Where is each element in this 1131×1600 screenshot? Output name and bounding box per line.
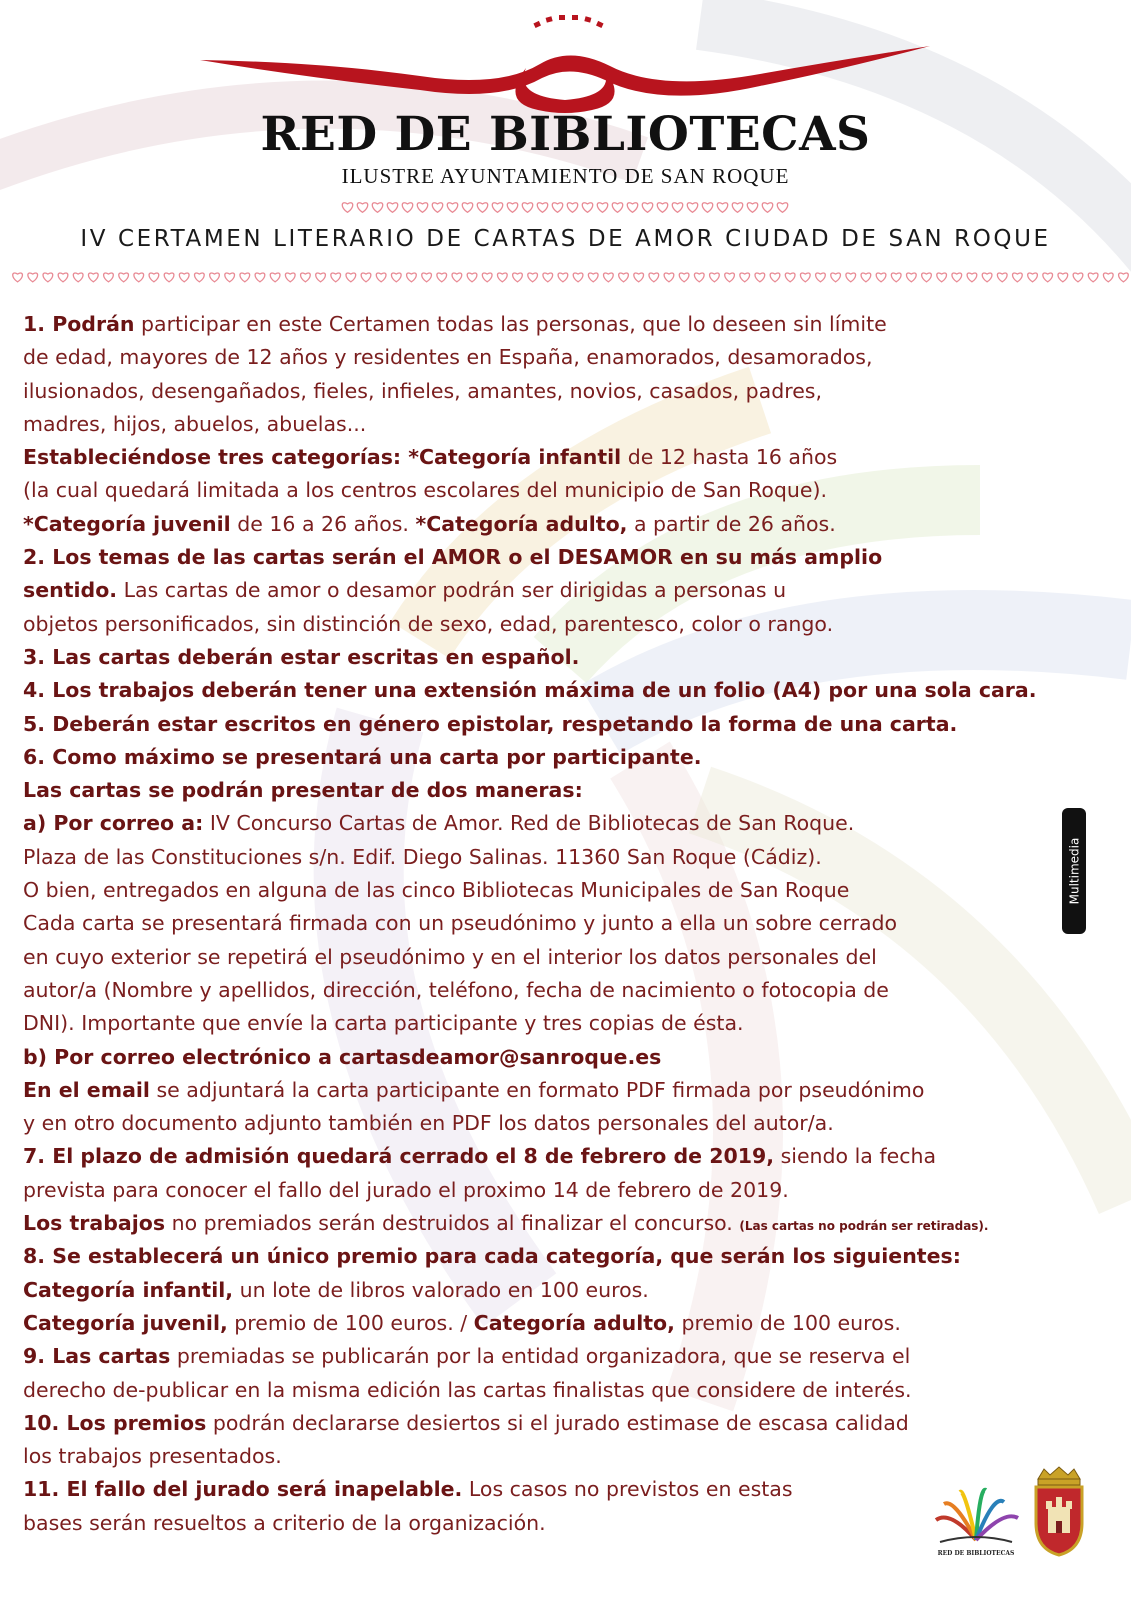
hearts-ornament-top — [340, 195, 790, 217]
text-line — [23, 641, 1123, 674]
heart-icon — [552, 203, 563, 213]
heart-icon — [331, 273, 341, 282]
text-line — [23, 841, 1123, 874]
text-run: DNI). Importante que envíe la carta participante y tres copias de ésta. — [23, 1011, 744, 1036]
heart-icon — [316, 273, 326, 282]
text-run: (la cual quedará limitada a los centros escolares del municipio de San Roque). — [23, 478, 827, 503]
heart-icon — [513, 273, 523, 282]
bold-text: 7. El plazo de admisión quedará cerrado el 8 de febrero de 2019, — [23, 1144, 775, 1169]
text-line — [23, 474, 1123, 507]
heart-icon — [240, 273, 250, 282]
bold-text: Categoría juvenil, — [23, 1310, 228, 1335]
heart-icon — [725, 273, 735, 282]
text-run: objetos personificados, sin distinción de sexo, edad, parentesco, color o rango. — [23, 611, 834, 636]
heart-icon — [800, 273, 810, 282]
bold-text: 4. Los trabajos deberán tener una extensión máxima de un folio (A4) por una sola cara. — [23, 678, 1037, 703]
text-run: premiadas se publicarán por la entidad organizadora, que se reserva el — [170, 1344, 911, 1369]
text-line — [23, 1374, 1123, 1407]
heart-icon — [402, 203, 413, 213]
heart-icon — [467, 273, 477, 282]
bold-text: *Categoría adulto, — [415, 511, 628, 536]
text-line — [23, 375, 1123, 408]
heart-icon — [346, 273, 356, 282]
text-run: premio de 100 euros. — [674, 1310, 901, 1335]
text-line — [23, 1307, 1123, 1340]
heart-icon — [255, 273, 265, 282]
heart-icon — [432, 203, 443, 213]
multimedia-badge-label: Multimedia — [1067, 837, 1081, 905]
heart-icon — [58, 273, 68, 282]
text-run: ilusionados, desengañados, fieles, infieles, amantes, novios, casados, padres, — [23, 378, 822, 403]
text-line — [23, 408, 1123, 441]
text-run: Las cartas de amor o desamor podrán ser dirigidas a personas u — [117, 578, 787, 603]
heart-icon — [982, 273, 992, 282]
heart-icon — [417, 203, 428, 213]
heart-icon — [876, 273, 886, 282]
bold-text: 9. Las cartas — [23, 1344, 171, 1369]
small-note: (Las cartas no podrán ser retiradas). — [739, 1219, 989, 1234]
heart-icon — [179, 273, 189, 282]
text-line — [23, 441, 1123, 474]
text-line — [23, 1007, 1123, 1040]
heart-icon — [285, 273, 295, 282]
rules-text — [23, 308, 1123, 1540]
text-line — [23, 1074, 1123, 1107]
heart-icon — [627, 203, 638, 213]
heart-icon — [1103, 273, 1113, 282]
text-run: no premiados serán destruidos al finalizar el concurso. — [165, 1211, 740, 1236]
text-line — [23, 907, 1123, 940]
text-run: Plaza de las Constituciones s/n. Edif. Diego Salinas. 11360 San Roque (Cádiz). — [23, 844, 822, 869]
heart-icon — [1043, 273, 1053, 282]
text-line — [23, 1240, 1123, 1273]
heart-icon — [497, 273, 507, 282]
heart-icon — [922, 273, 932, 282]
heart-icon — [619, 273, 629, 282]
text-run: de edad, mayores de 12 años y residentes en España, enamorados, desamorados, — [23, 345, 873, 370]
heart-icon — [657, 203, 668, 213]
heart-icon — [522, 203, 533, 213]
bold-text: 11. El fallo del jurado será inapelable. — [23, 1477, 463, 1502]
page-title: IV CERTAMEN LITERARIO DE CARTAS DE AMOR CIUDAD DE SAN ROQUE — [80, 226, 1051, 252]
heart-icon — [755, 273, 765, 282]
heart-icon — [603, 273, 613, 282]
heart-icon — [73, 273, 83, 282]
heart-icon — [28, 273, 38, 282]
heart-icon — [1073, 273, 1083, 282]
text-line — [23, 674, 1123, 707]
text-line — [23, 1174, 1123, 1207]
heart-icon — [372, 203, 383, 213]
heart-icon — [422, 273, 432, 282]
heart-icon — [717, 203, 728, 213]
bold-text: a) Por correo a: — [23, 811, 204, 836]
text-line — [23, 1340, 1123, 1373]
hearts-ornament-row — [10, 266, 1131, 286]
text-line — [23, 1274, 1123, 1307]
heart-icon — [528, 273, 538, 282]
text-line — [23, 1107, 1123, 1140]
text-line — [23, 741, 1123, 774]
heart-icon — [104, 273, 114, 282]
heart-icon — [861, 273, 871, 282]
heart-icon — [376, 273, 386, 282]
text-run: prevista para conocer el fallo del jurado el proximo 14 de febrero de 2019. — [23, 1177, 789, 1202]
heart-icon — [149, 273, 159, 282]
heart-icon — [740, 273, 750, 282]
heart-icon — [543, 273, 553, 282]
heart-icon — [342, 203, 353, 213]
text-run: se adjuntará la carta participante en formato PDF firmada por pseudónimo — [149, 1077, 925, 1102]
heart-icon — [462, 203, 473, 213]
heart-icon — [642, 203, 653, 213]
heart-icon — [1013, 273, 1023, 282]
bold-text: sentido. — [23, 578, 118, 603]
heart-icon — [134, 273, 144, 282]
heart-icon — [391, 273, 401, 282]
heart-icon — [357, 203, 368, 213]
heart-icon — [710, 273, 720, 282]
heart-icon — [762, 203, 773, 213]
text-run: bases serán resueltos a criterio de la organización. — [23, 1510, 546, 1535]
text-line — [23, 308, 1123, 341]
bold-text: 1. Podrán — [23, 312, 135, 336]
heart-icon — [407, 273, 417, 282]
heart-icon — [88, 273, 98, 282]
bold-text: Categoría adulto, — [473, 1310, 675, 1335]
text-line — [23, 874, 1123, 907]
heart-icon — [612, 203, 623, 213]
heart-icon — [194, 273, 204, 282]
text-line — [23, 508, 1123, 541]
heart-icon — [952, 273, 962, 282]
heart-icon — [573, 273, 583, 282]
text-line — [23, 541, 1123, 574]
text-run: un lote de libros valorado en 100 euros. — [233, 1277, 649, 1302]
text-line — [23, 1207, 1123, 1240]
text-line — [23, 1407, 1123, 1440]
heart-icon — [770, 273, 780, 282]
heart-icon — [634, 273, 644, 282]
heart-icon — [13, 273, 23, 282]
heart-icon — [679, 273, 689, 282]
heart-icon — [210, 273, 220, 282]
heart-icon — [672, 203, 683, 213]
bold-text: b) Por correo electrónico a cartasdeamor@sanroque.es — [23, 1044, 662, 1069]
text-run: IV Concurso Cartas de Amor. Red de Bibliotecas de San Roque. — [203, 811, 855, 836]
bold-text: Estableciéndose tres categorías: *Categoría infantil — [23, 445, 622, 470]
heart-icon — [664, 273, 674, 282]
text-line — [23, 807, 1123, 840]
heart-icon — [225, 273, 235, 282]
text-run: O bien, entregados en alguna de las cinco Bibliotecas Municipales de San Roque — [23, 878, 850, 903]
text-line — [23, 341, 1123, 374]
heart-icon — [967, 273, 977, 282]
footer-logo-caption: RED DE BIBLIOTECAS — [937, 1550, 1015, 1557]
bold-text: *Categoría juvenil — [23, 511, 231, 536]
brand-subtitle: ILUSTRE AYUNTAMIENTO DE SAN ROQUE — [341, 164, 790, 188]
text-run: participar en este Certamen todas las personas, que lo deseen sin límite — [134, 312, 887, 336]
heart-icon — [582, 203, 593, 213]
text-run: derecho de-publicar en la misma edición las cartas finalistas que considere de interés. — [23, 1377, 912, 1402]
heart-icon — [164, 273, 174, 282]
heart-icon — [387, 203, 398, 213]
text-run: madres, hijos, abuelos, abuelas... — [23, 411, 367, 436]
text-run: siendo la fecha — [774, 1144, 937, 1169]
text-line — [23, 974, 1123, 1007]
heart-icon — [43, 273, 53, 282]
text-run: de 16 a 26 años. — [230, 511, 416, 536]
bold-text: 2. Los temas de las cartas serán el AMOR o el DESAMOR en su más amplio — [23, 545, 883, 570]
text-run: a partir de 26 años. — [627, 511, 836, 536]
heart-icon — [747, 203, 758, 213]
heart-icon — [891, 273, 901, 282]
bold-text: Las cartas se podrán presentar de dos maneras: — [23, 778, 583, 803]
heart-icon — [119, 273, 129, 282]
heart-icon — [492, 203, 503, 213]
heart-icon — [482, 273, 492, 282]
text-line — [23, 708, 1123, 741]
heart-icon — [816, 273, 826, 282]
library-network-logo — [930, 1480, 1022, 1550]
heart-icon — [846, 273, 856, 282]
bold-text: Categoría infantil, — [23, 1277, 234, 1302]
heart-icon — [1028, 273, 1038, 282]
bold-text: 6. Como máximo se presentará una carta por participante. — [23, 744, 702, 769]
heart-icon — [997, 273, 1007, 282]
heart-icon — [732, 203, 743, 213]
text-line — [23, 1440, 1123, 1473]
text-run: en cuyo exterior se repetirá el pseudónimo y en el interior los datos personales del — [23, 944, 877, 969]
heart-icon — [785, 273, 795, 282]
heart-icon — [937, 273, 947, 282]
text-run: premio de 100 euros. / — [227, 1310, 474, 1335]
text-line — [23, 574, 1123, 607]
text-line — [23, 1041, 1123, 1074]
heart-icon — [831, 273, 841, 282]
bold-text: 8. Se establecerá un único premio para cada categoría, que serán los siguientes: — [23, 1244, 961, 1269]
heart-icon — [777, 203, 788, 213]
heart-icon — [687, 203, 698, 213]
text-run: de 12 hasta 16 años — [621, 445, 838, 470]
heart-icon — [649, 273, 659, 282]
text-line — [23, 1140, 1123, 1173]
heart-icon — [1058, 273, 1068, 282]
heart-icon — [588, 273, 598, 282]
text-run: Los casos no previstos en estas — [462, 1477, 793, 1502]
heart-icon — [361, 273, 371, 282]
bold-text: 3. Las cartas deberán estar escritas en español. — [23, 644, 580, 669]
heart-icon — [537, 203, 548, 213]
heart-icon — [694, 273, 704, 282]
heart-icon — [1119, 273, 1129, 282]
text-run: y en otro documento adjunto también en PDF los datos personales del autor/a. — [23, 1111, 834, 1136]
heart-icon — [597, 203, 608, 213]
text-line — [23, 608, 1123, 641]
text-run: autor/a (Nombre y apellidos, dirección, teléfono, fecha de nacimiento o fotocopia de — [23, 977, 889, 1002]
heart-icon — [477, 203, 488, 213]
text-run: los trabajos presentados. — [23, 1444, 282, 1469]
text-line — [23, 774, 1123, 807]
heart-icon — [1088, 273, 1098, 282]
heart-icon — [270, 273, 280, 282]
heart-icon — [558, 273, 568, 282]
bold-text: Los trabajos — [23, 1211, 166, 1236]
heart-icon — [437, 273, 447, 282]
bold-text: 10. Los premios — [23, 1410, 207, 1435]
bold-text: 5. Deberán estar escritos en género epistolar, respetando la forma de una carta. — [23, 711, 958, 736]
brand-title: RED DE BIBLIOTECAS — [260, 107, 871, 162]
heart-icon — [507, 203, 518, 213]
heart-icon — [702, 203, 713, 213]
heart-icon — [447, 203, 458, 213]
heart-icon — [452, 273, 462, 282]
text-run: Cada carta se presentará firmada con un pseudónimo y junto a ella un sobre cerrado — [23, 911, 898, 936]
text-line — [23, 941, 1123, 974]
bold-text: En el email — [23, 1077, 150, 1102]
text-run: podrán declararse desiertos si el jurado estimase de escasa calidad — [206, 1410, 909, 1435]
san-roque-coat-of-arms — [1030, 1465, 1088, 1557]
multimedia-badge — [1062, 808, 1086, 934]
heart-icon — [301, 273, 311, 282]
heart-icon — [906, 273, 916, 282]
heart-icon — [567, 203, 578, 213]
